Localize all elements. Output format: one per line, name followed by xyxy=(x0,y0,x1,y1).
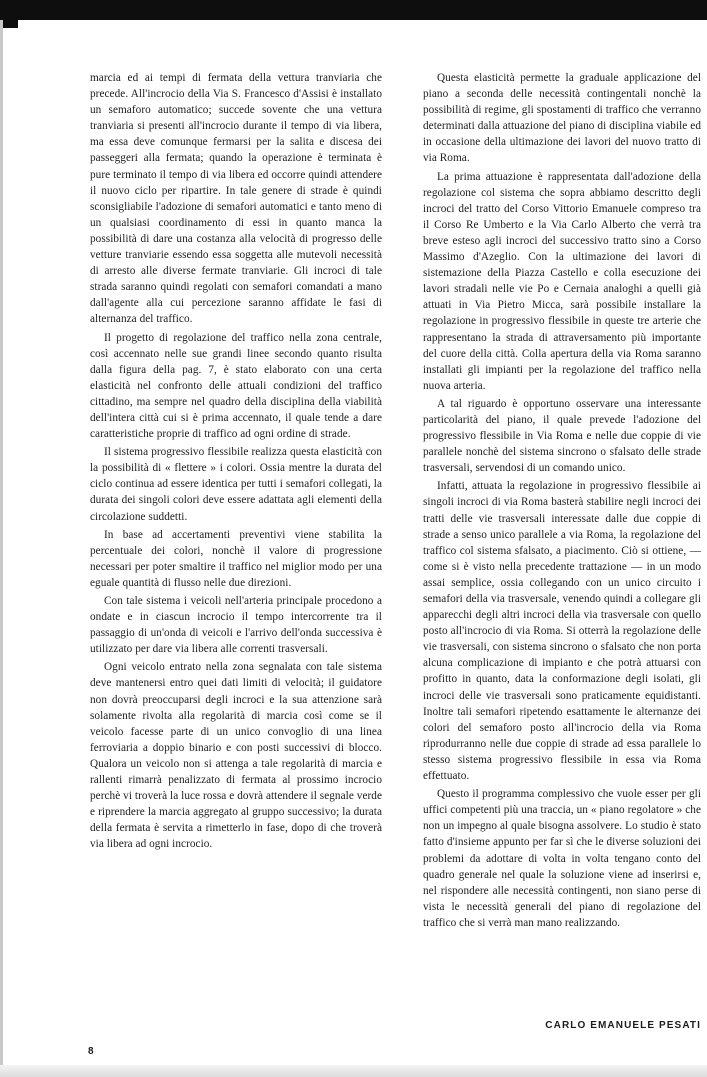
paragraph: In base ad accertamenti preventivi viene stabilita la percentuale dei colori, nonchè il valore di progressione necessari per poter smaltire il traffico nel miglior modo per una eguale quantità di flusso nelle due direzioni. xyxy=(90,528,382,589)
paragraph: Il sistema progressivo flessibile realizza questa elasticità con la possibilità di « flettere » i colori. Ossia mentre la durata del ciclo continua ad essere identica per tutti i semafori collegati, la durata dei singoli colori deve essere adattata agli elementi della circolazione suddetti. xyxy=(90,446,382,523)
paragraph: Con tale sistema i veicoli nell'arteria principale procedono a ondate e in ciascun incrocio il tempo intercorrente tra il passaggio di un'onda di veicoli e l'arrivo dell'onda successiva è utilizzato per dare via libera alle correnti trasversali. xyxy=(90,595,382,656)
page-number: 8 xyxy=(88,1046,94,1057)
paragraph: Ogni veicolo entrato nella zona segnalata con tale sistema deve mantenersi entro quei dati limiti di velocità; il guidatore non dovrà preoccuparsi degli incroci e la sua attenzione sarà solamente rivolta alla regolarità di marcia così come se il veicolo facesse parte di un unico convoglio di una linea ferroviaria a doppio binario e con posti successivi di blocco. Qualora un veicolo non si attenga a tale regolarità di marcia e rallenti rimarrà penalizzato di fermata al prossimo incrocio perchè vi troverà la luce rossa e dovrà attendere il segnale verde e riprendere la marcia aggregato al gruppo successivo; la durata della fermata è servita a rimetterlo in fase, dopo di che troverà via libera ad ogni incrocio. xyxy=(90,661,382,851)
right-text-column xyxy=(423,70,701,933)
paragraph: Infatti, attuata la regolazione in progressivo flessibile ai singoli incroci di via Roma basterà stabilire negli incroci dei tratti delle vie trasversali interessate dalle due coppie di strade a senso unico parallele a via Roma, la regolazione del traffico col sistema sfalsato, a piacimento. Ciò si ottiene, — come si è visto nella precedente trattazione — in un modo assai semplice, ossia collegando con un unico circuito i semafori della via trasversale, venendo quindi a collegare gli apparecchi degli altri incroci della via trasversale con quello posto all'incrocio di via Roma. Si otterrà la regolazione delle vie trasversali, con sistema sincrono o sfalsato che non porta alcuna complicazione di impianto e che potrà attuarsi con profitto in quanto, data la conformazione degli isolati, gli incroci delle vie trasversali sono praticamente equidistanti. Inoltre tali semafori ripetendo esattamente le alternanze dei colori del semaforo posto all'incrocio della via Roma riprodurranno nelle due coppie di strade ad essa parallele lo stesso sistema progressivo flessibile in essa via Roma effettuato. xyxy=(423,480,701,783)
paragraph: Questa elasticità permette la graduale applicazione del piano a seconda delle necessità contingentali nonchè la possibilità di regime, gli spostamenti di traffico che verranno determinati dalla attuazione del piano di disciplina viabile ed in occasione della ultimazione dei lavori del nuovo tratto di via Roma. xyxy=(423,72,701,165)
scan-left-edge xyxy=(0,20,3,1077)
paragraph: Il progetto di regolazione del traffico nella zona centrale, così accennato nelle sue grandi linee secondo quanto risulta dalla figura della pag. 7, è stato elaborato con una certa elasticità nel confronto delle attuali condizioni del traffico cittadino, ma sempre nel quadro della disciplina della viabilità dell'intera città cui si è prima accennato, il quale tende a dare caratteristiche proprie di traffico ad ogni ordine di strade. xyxy=(90,331,382,441)
left-text-column xyxy=(90,70,382,855)
paragraph: marcia ed ai tempi di fermata della vettura tranviaria che precede. All'incrocio della Via S. Francesco d'Assisi è installato un semaforo automatico; succede sovente che una vettura tranviaria si presenti all'incrocio durante il tempo di via libera, ma essa deve comunque fermarsi per la salita e discesa dei passeggeri alla fermata; quando la operazione è terminata è pure terminato il tempo di via libera ed occorre quindi attendere il nuovo ciclo per ripartire. In tale genere di strade è quindi sconsigliabile l'adozione di semafori automatici e tanto meno di un qualsiasi coordinamento di essi in quanto manca la possibilità di dare una costanza alla velocità di progresso delle vetture tranviarie essendo essa soggetta alle mutevoli necessità di arresto alle diverse fermate tranviarie. Gli incroci di tale strada saranno quindi regolati con semafori comandati a mano dall'agente alla cui percezione saranno affidate le fasi di alternanza del traffico. xyxy=(90,72,382,326)
scan-top-band xyxy=(0,0,707,20)
paragraph: A tal riguardo è opportuno osservare una interessante particolarità del piano, il quale prevede l'adozione del progressivo flessibile in Via Roma e nelle due coppie di vie parallele nonchè del sistema sincrono o sfalsato delle strade trasversali, servendosi di un comando unico. xyxy=(423,397,701,475)
paragraph: Questo il programma complessivo che vuole esser per gli uffici competenti più una traccia, un « piano regolatore » che non un impegno al quale bisogna assolvere. Lo studio è stato fatto d'insieme appunto per far sì che le diverse soluzioni dei problemi da adottare di volta in volta tengano conto del quadro generale nel quale la soluzione viene ad inserirsi e, nel rispondere alle necessità contingenti, non siano perse di vista le necessità generali del piano di regolazione del traffico che si verrà man mano realizzando. xyxy=(423,788,701,929)
paragraph: La prima attuazione è rappresentata dall'adozione della regolazione col sistema che sopra abbiamo descritto degli incroci del tratto del Corso Vittorio Emanuele compreso tra il Corso Re Umberto e la Via Carlo Alberto che verrà tra breve esteso agli incroci del successivo tratto sino a Corso Massimo d'Azeglio. Con la ultimazione dei lavori di sistemazione della Piazza Castello e colla esecuzione dei lavori stradali nelle vie Po e Cernaia analoghi a quelli già attuati in Via Pietro Micca, sarà possibile installare la regolazione in progressivo flessibile in queste tre arterie che rappresentano la strada di attraversamento più importante del cuore della città. Colla apertura della via Roma saranno installati gli impianti per la regolazione del traffico nella nuova arteria. xyxy=(423,170,701,392)
scan-bottom-shadow xyxy=(0,1065,707,1077)
author-signature: CARLO EMANUELE PESATI xyxy=(545,1020,701,1031)
